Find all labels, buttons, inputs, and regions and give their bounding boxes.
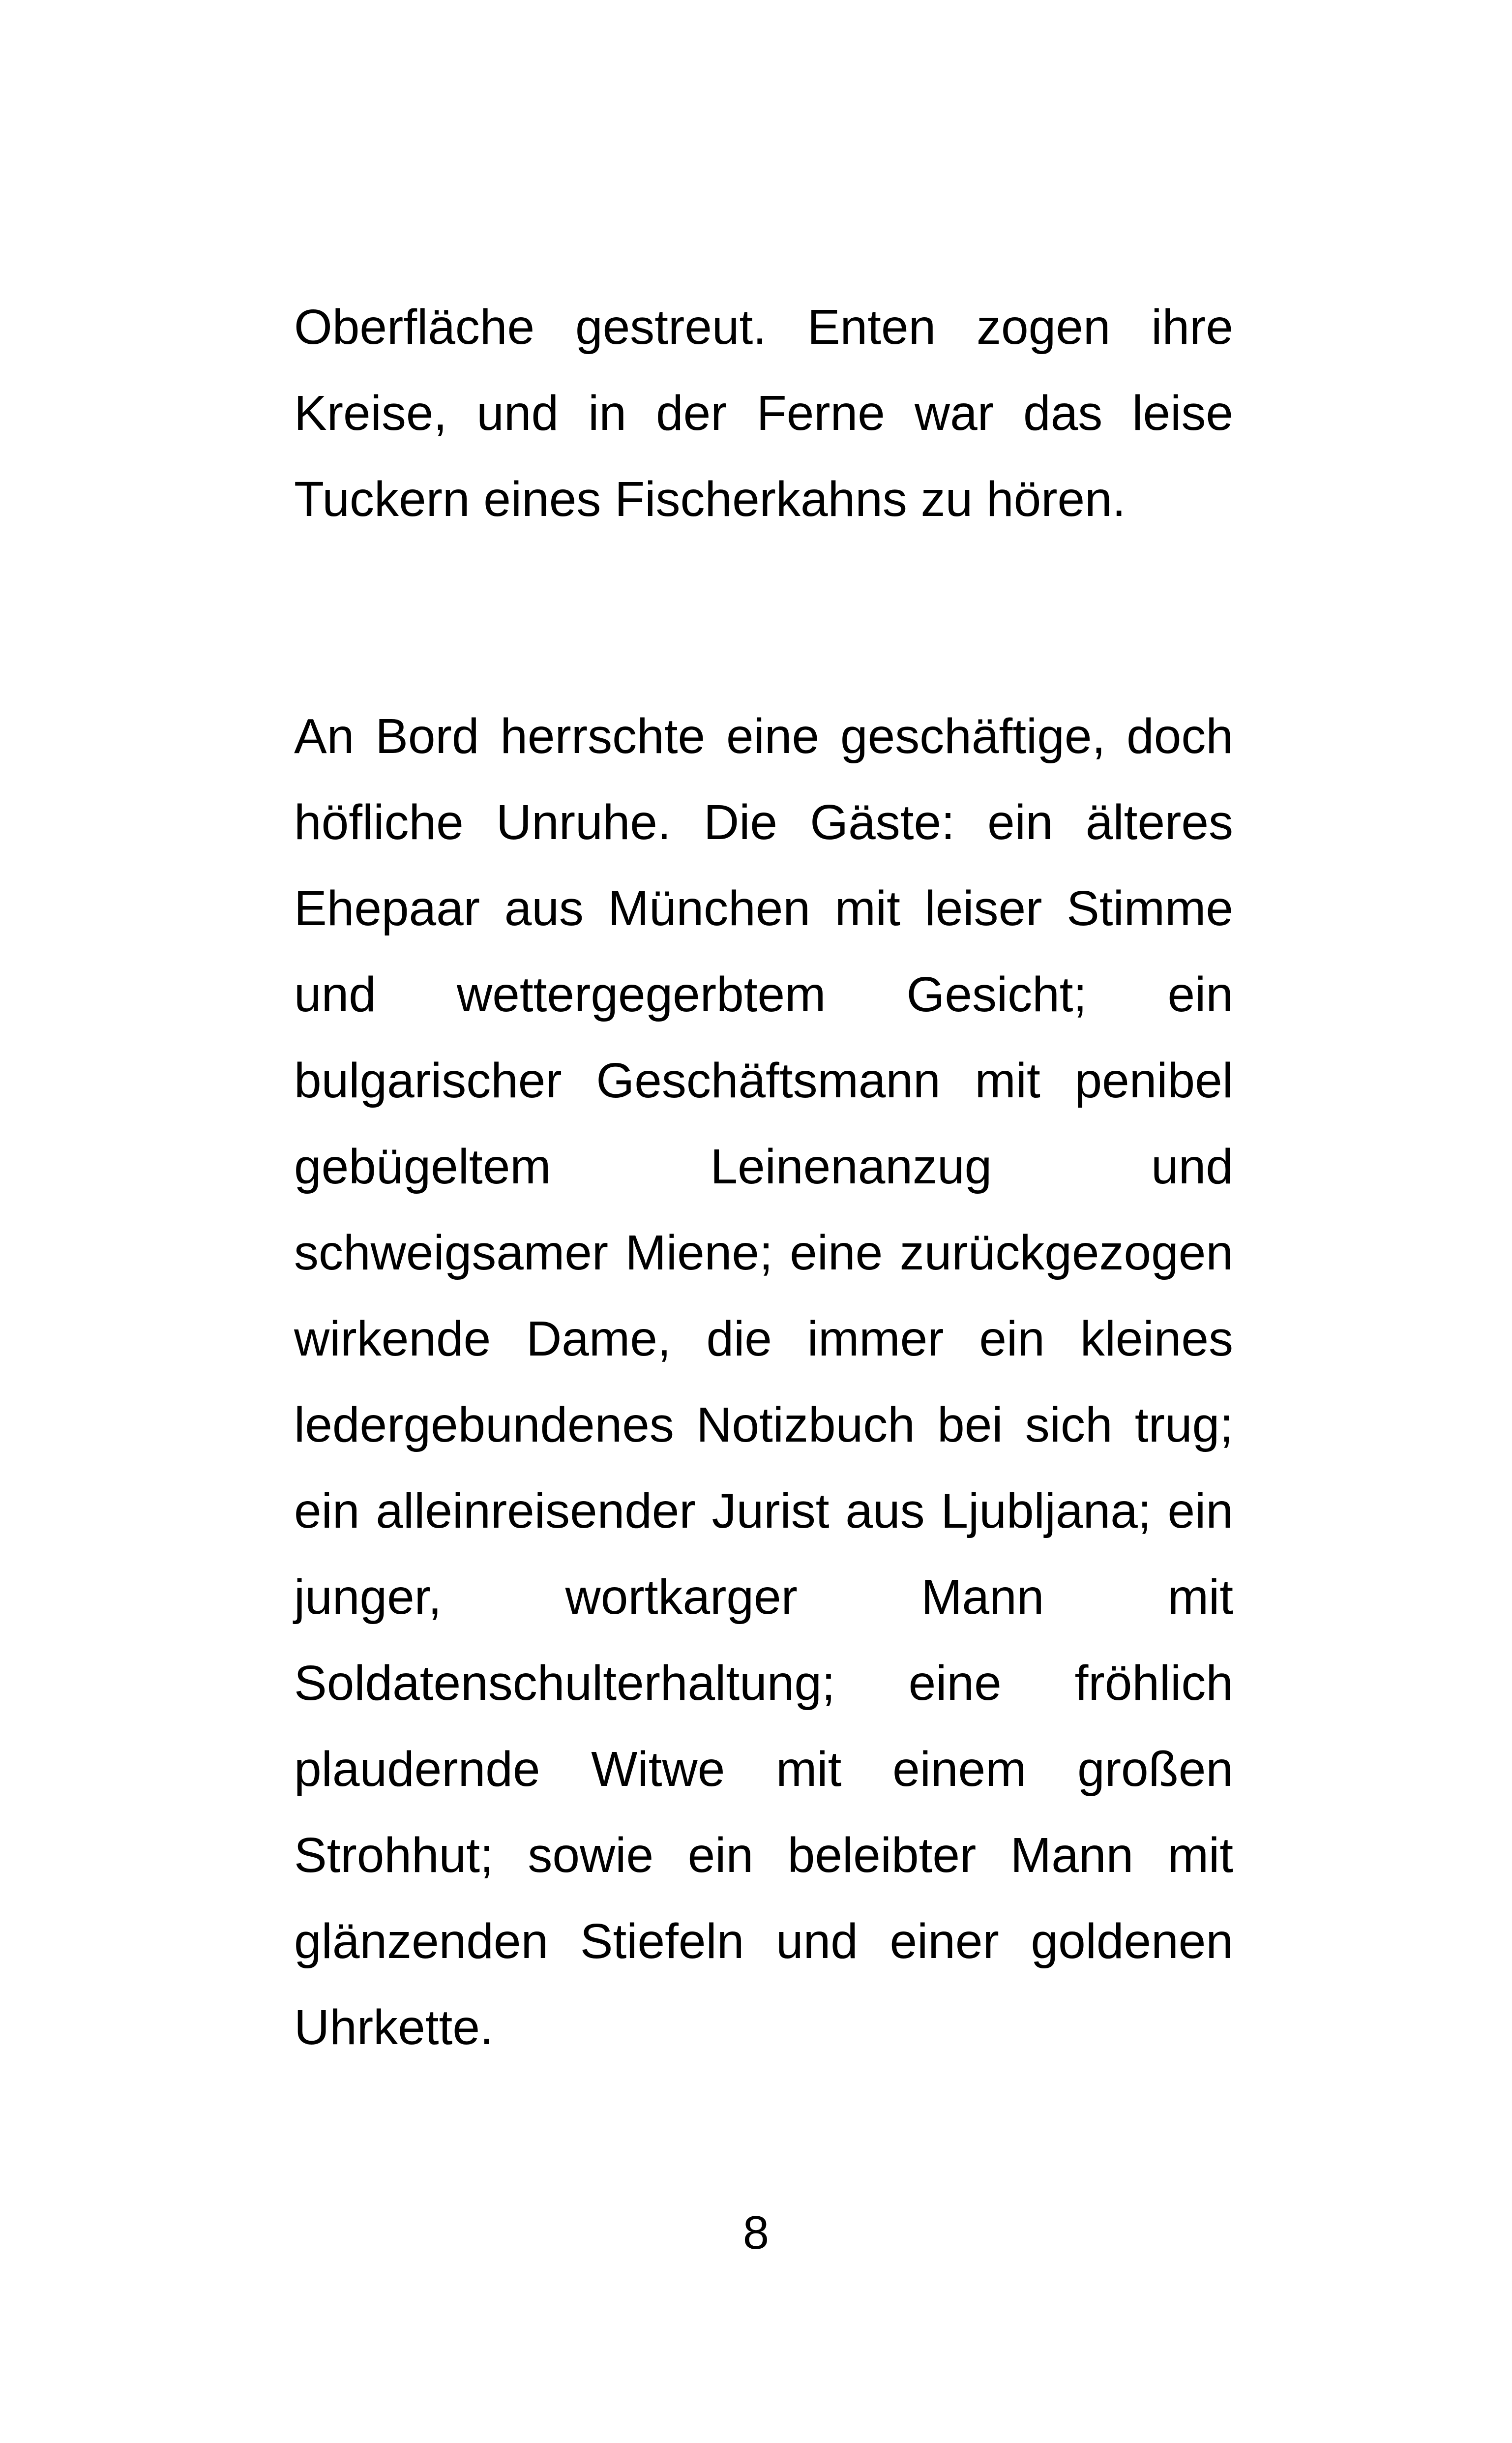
paragraph-1: Oberfläche gestreut. Enten zogen ihre Kreise, und in der Ferne war das leise Tuckern eines Fischerkahns zu hören. — [294, 300, 1233, 527]
page-number: 8 — [742, 2206, 770, 2259]
paragraph-2: An Bord herrschte eine geschäftige, doch höfliche Unruhe. Die Gäste: ein älteres Ehepaar aus München mit leiser Stimme und wettergegerbtem Gesicht; ein bulgarischer Geschäftsmann mit penibel gebügeltem Leinenanzug und schweigsamer Miene; eine zurückgezogen wirkende Dame, die immer ein kleines ledergebundenes Notizbuch bei sich trug; ein alleinreisender Jurist aus Ljubljana; ein junger, wortkarger Mann mit Soldatenschulterhaltung; eine fröhlich plaudernde Witwe mit einem großen Strohhut; sowie ein beleibter Mann mit glänzenden Stiefeln und einer goldenen Uhrkette. — [294, 709, 1233, 2055]
